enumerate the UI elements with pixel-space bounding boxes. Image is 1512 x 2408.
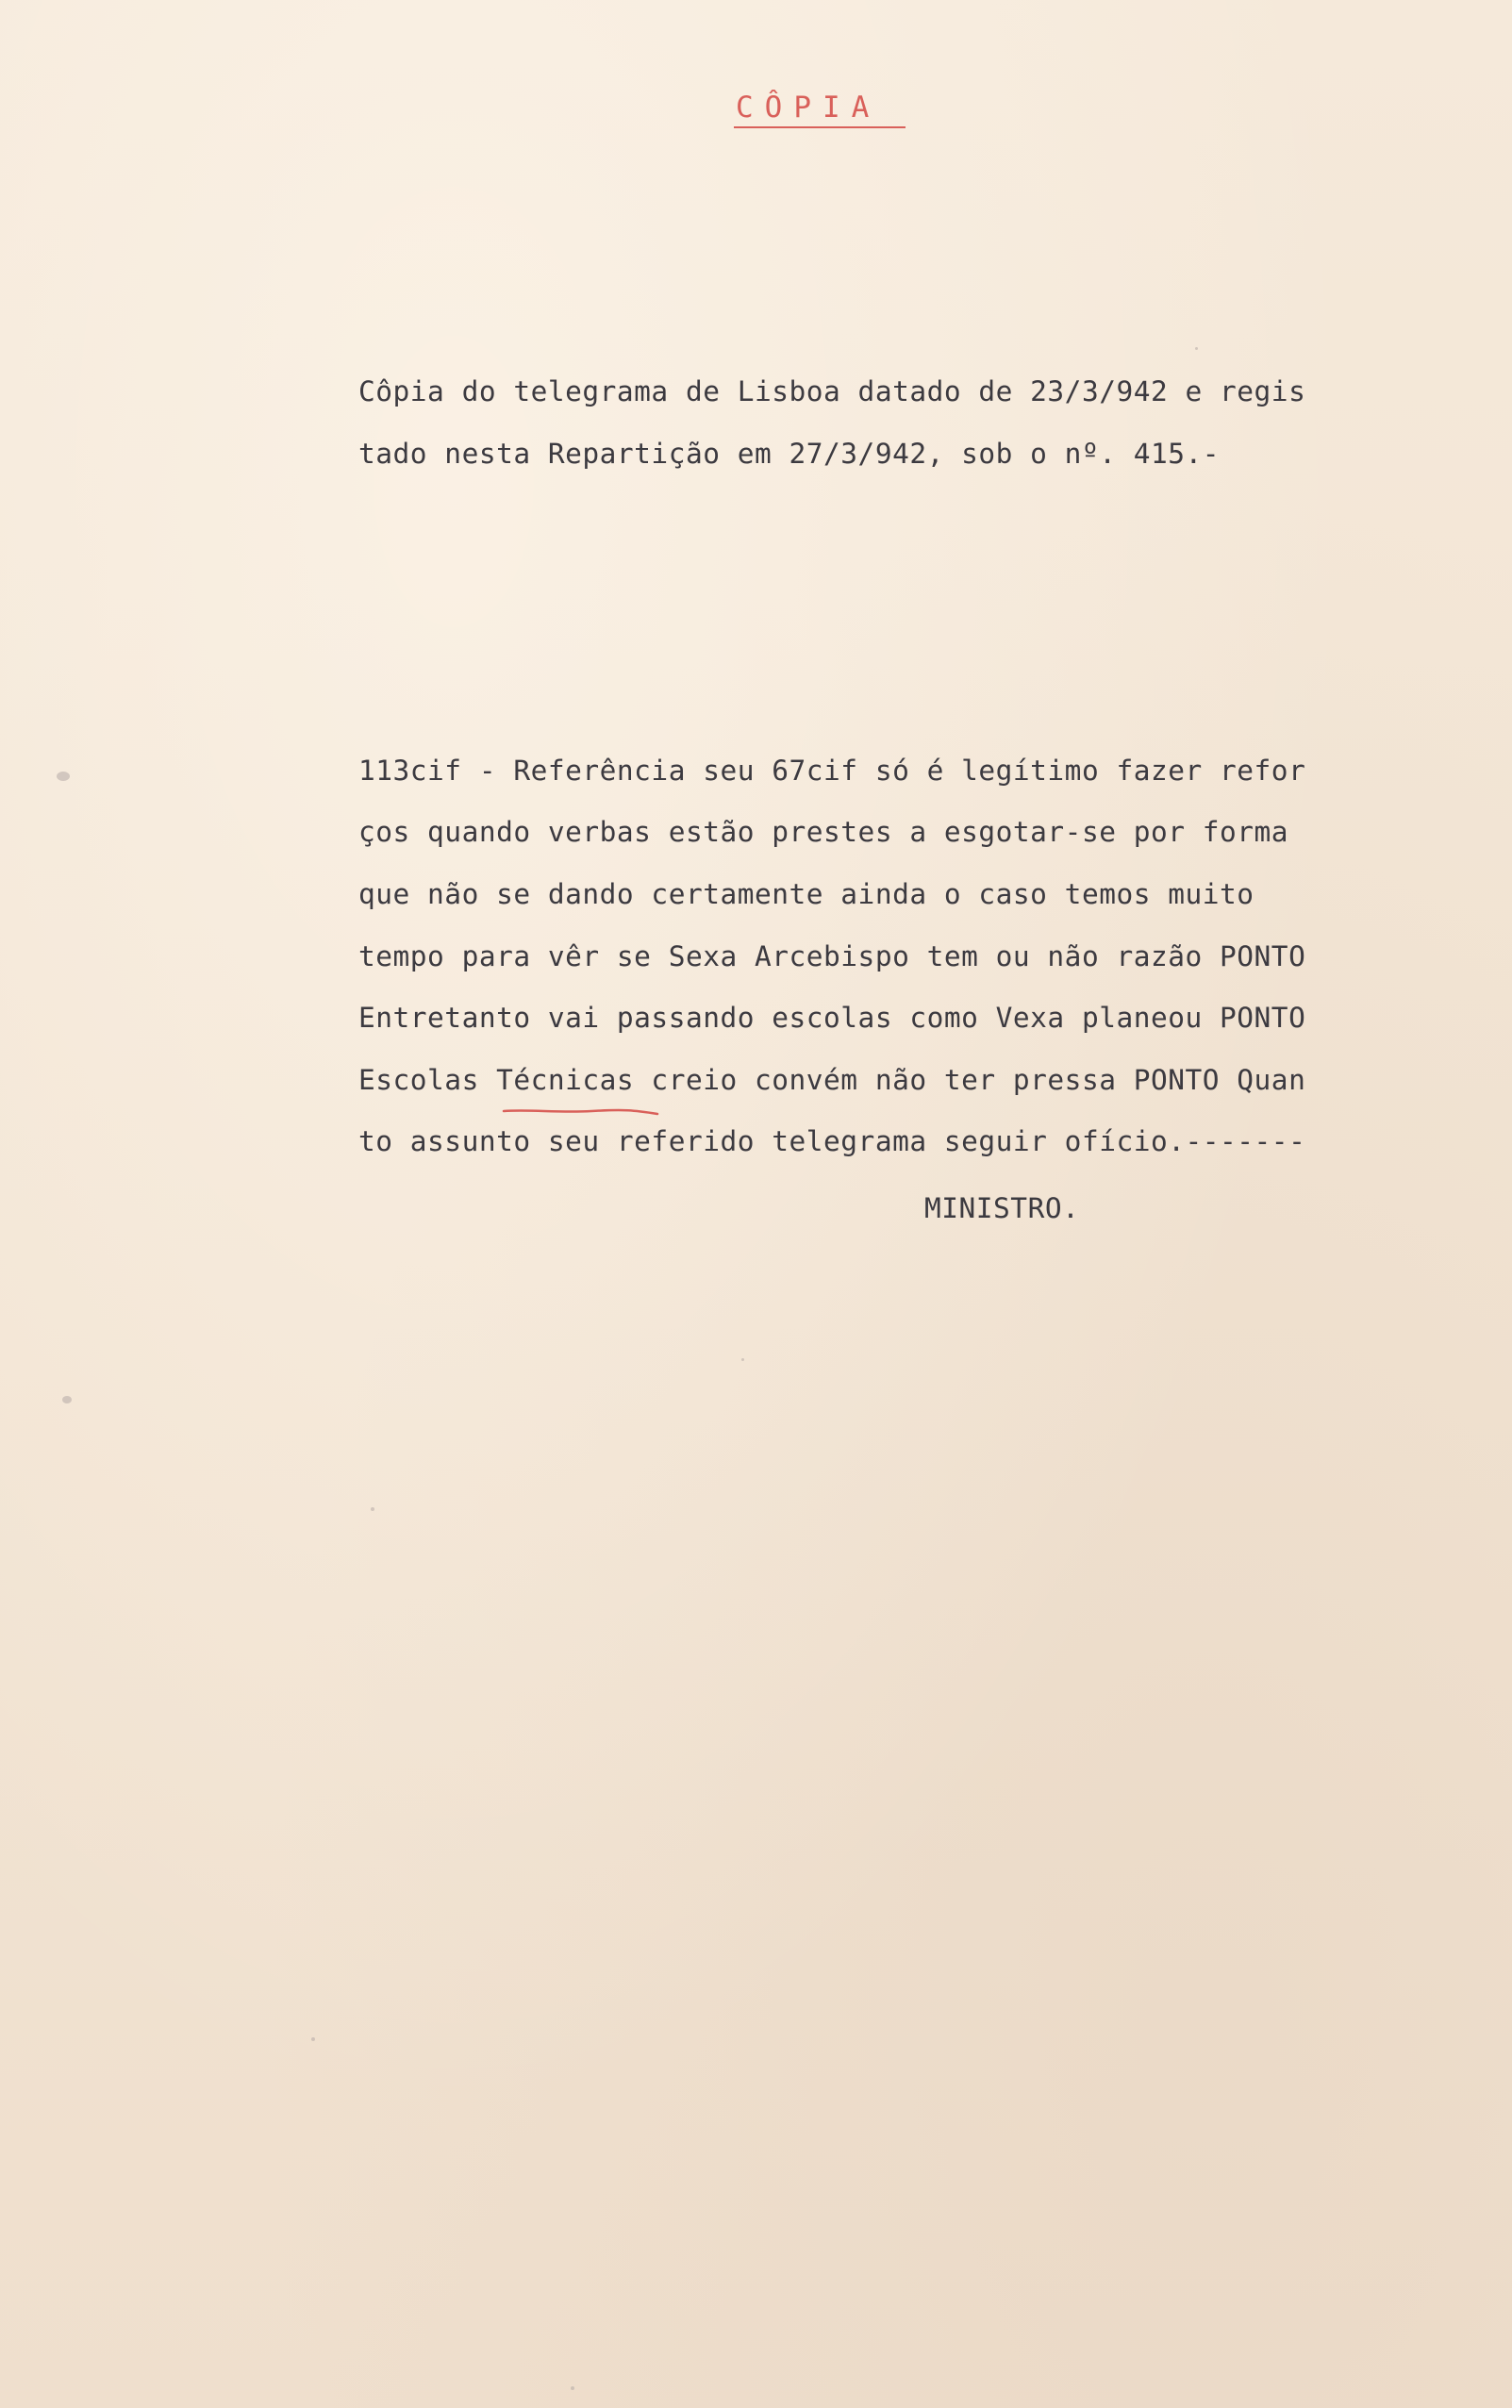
body-line-1: 113cif - Referência seu 67cif só é legítimo fazer refor	[358, 755, 1306, 787]
paper-speck	[571, 2386, 574, 2390]
body-line-3: que não se dando certamente ainda o caso temos muito	[358, 878, 1254, 910]
paper-speck	[62, 1396, 72, 1403]
body-line-2: ços quando verbas estão prestes a esgotar-se por forma	[358, 816, 1289, 848]
paper-speck	[741, 1358, 744, 1361]
body-line-7: to assunto seu referido telegrama seguir ofício.-------	[358, 1125, 1306, 1157]
document-title: CÔPIA	[736, 91, 881, 125]
red-pencil-underline	[502, 1105, 660, 1119]
signature: MINISTRO.	[924, 1192, 1080, 1224]
paper-speck	[57, 772, 70, 781]
body-line-4: tempo para vêr se Sexa Arcebispo tem ou não razão PONTO	[358, 940, 1306, 972]
header-line-1: Côpia do telegrama de Lisboa datado de 23/3/942 e regis	[358, 375, 1306, 407]
body-line-5: Entretanto vai passando escolas como Vexa planeou PONTO	[358, 1002, 1306, 1034]
title-underline	[734, 126, 906, 128]
body-line-6: Escolas Técnicas creio convém não ter pressa PONTO Quan	[358, 1064, 1306, 1096]
paper-speck	[311, 2037, 315, 2041]
header-line-2: tado nesta Repartição em 27/3/942, sob o nº. 415.-	[358, 438, 1221, 470]
paper-speck	[1195, 347, 1198, 350]
paper-speck	[371, 1507, 374, 1511]
